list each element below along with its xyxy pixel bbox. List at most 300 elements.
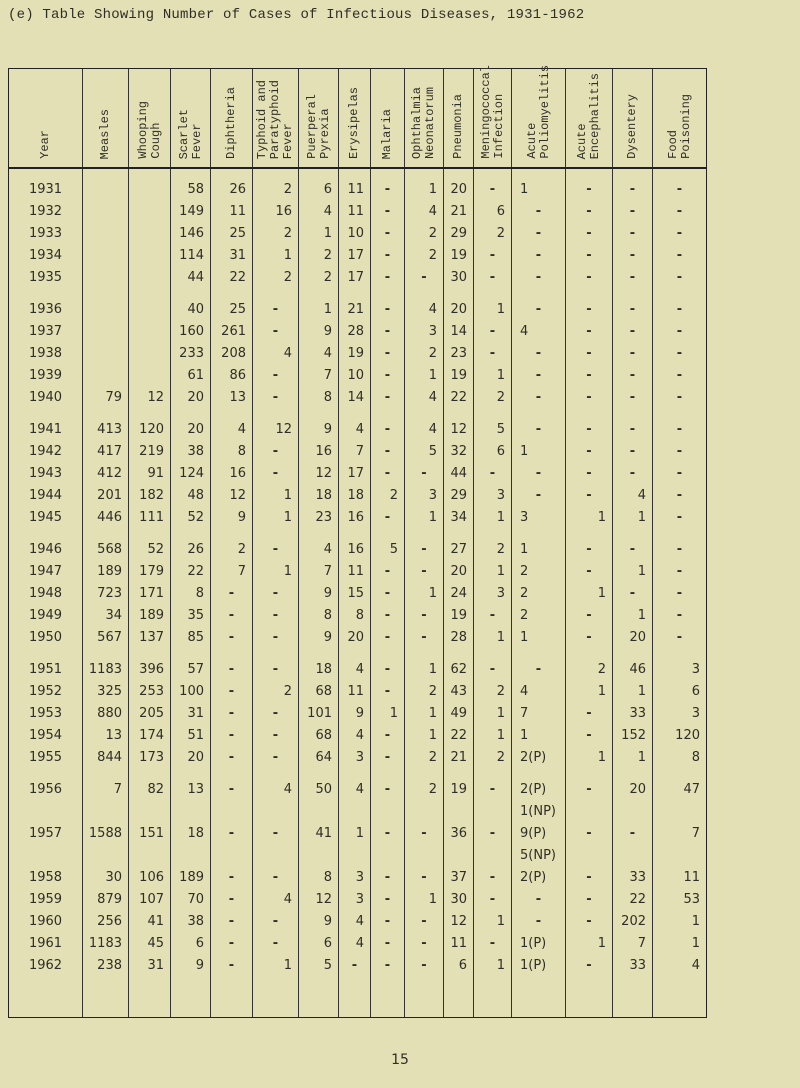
table-cell: 2 xyxy=(405,681,444,703)
table-cell: 16 xyxy=(299,441,339,463)
table-cell: 22 xyxy=(444,387,474,409)
table-cell: - xyxy=(566,441,613,463)
table-cell: 9 xyxy=(171,955,211,977)
column-header xyxy=(9,69,83,167)
table-cell: - xyxy=(676,204,683,219)
column-header-label: Puerperal Pyrexia xyxy=(304,94,332,159)
table-cell: - xyxy=(566,485,613,507)
table-cell: 23 xyxy=(444,343,474,365)
table-cell: 8 xyxy=(299,605,339,627)
table-cell: - xyxy=(211,681,253,703)
table-cell: 38 xyxy=(171,911,211,933)
year-cell: 1936 xyxy=(9,299,83,321)
table-cell: - xyxy=(371,725,405,747)
table-cell: - xyxy=(371,299,405,321)
table-cell: 68 xyxy=(299,681,339,703)
table-cell: 1 xyxy=(512,179,566,201)
table-cell: 4 xyxy=(299,343,339,365)
table-row xyxy=(9,703,706,725)
year-cell: 1962 xyxy=(9,955,83,977)
table-cell: 1 xyxy=(613,561,653,583)
table-cell: - xyxy=(371,823,405,867)
table-cell: 2 xyxy=(512,561,566,583)
table-cell xyxy=(129,343,171,365)
table-cell: 44 xyxy=(444,463,474,485)
table-cell: 20 xyxy=(444,179,474,201)
table-row xyxy=(9,179,706,201)
table-cell: - xyxy=(211,605,253,627)
table-cell: 37 xyxy=(444,867,474,889)
table-cell: - xyxy=(371,889,405,911)
column-header-label: Dysentery xyxy=(625,94,639,159)
table-cell: 2 xyxy=(211,539,253,561)
table-cell: 1 xyxy=(474,703,512,725)
table-cell: 2 xyxy=(474,681,512,703)
year-cell: 1943 xyxy=(9,463,83,485)
table-cell: - xyxy=(253,387,299,409)
table-body xyxy=(9,169,706,1017)
table-cell: 33 xyxy=(613,703,653,725)
table-cell: 16 xyxy=(339,539,371,561)
table-cell: 844 xyxy=(83,747,129,769)
table-cell: - xyxy=(613,321,653,343)
table-cell: - xyxy=(676,510,683,525)
table-cell: - xyxy=(405,955,444,977)
table-cell: 1 xyxy=(613,747,653,769)
table-cell xyxy=(129,223,171,245)
table-row xyxy=(9,343,706,365)
table-cell: 28 xyxy=(339,321,371,343)
table-cell: 151 xyxy=(129,823,171,867)
table-cell: - xyxy=(566,201,613,223)
table-cell: 4 xyxy=(253,889,299,911)
table-row xyxy=(9,627,706,649)
table-cell: - xyxy=(613,179,653,201)
table-cell: - xyxy=(211,955,253,977)
table-cell: - xyxy=(405,867,444,889)
table-cell: - xyxy=(512,911,566,933)
table-cell: 18 xyxy=(171,823,211,867)
table-cell: - xyxy=(474,605,512,627)
table-cell: 219 xyxy=(129,441,171,463)
table-cell: - xyxy=(211,583,253,605)
column-header-label: Erysipelas xyxy=(347,86,361,159)
table-cell: - xyxy=(253,933,299,955)
table-cell: 20 xyxy=(444,561,474,583)
table-cell: 1 xyxy=(253,561,299,583)
table-cell: - xyxy=(566,365,613,387)
table-cell: 91 xyxy=(129,463,171,485)
table-cell: 82 xyxy=(129,779,171,823)
table-cell: - xyxy=(371,955,405,977)
table-cell: 1 xyxy=(566,933,613,955)
table-cell: - xyxy=(566,387,613,409)
table-cell: - xyxy=(566,889,613,911)
table-cell: 201 xyxy=(83,485,129,507)
table-cell: 22 xyxy=(444,725,474,747)
table-cell: - xyxy=(211,779,253,823)
column-header xyxy=(512,65,566,167)
table-cell: 182 xyxy=(129,485,171,507)
table-cell: 2 xyxy=(512,605,566,627)
table-cell: - xyxy=(676,390,683,405)
table-cell: 2 xyxy=(474,747,512,769)
table-cell: - xyxy=(405,627,444,649)
table-cell xyxy=(83,201,129,223)
table-cell: 4 xyxy=(339,911,371,933)
table-row xyxy=(9,299,706,321)
table-cell: - xyxy=(371,223,405,245)
table-cell: 1 xyxy=(691,914,700,929)
table-cell: 202 xyxy=(613,911,653,933)
column-header xyxy=(371,69,405,167)
table-cell: 1 xyxy=(299,223,339,245)
table-cell: - xyxy=(474,267,512,289)
table-cell: 4 xyxy=(339,779,371,823)
table-cell: - xyxy=(676,270,683,285)
table-cell: - xyxy=(676,346,683,361)
table-cell: - xyxy=(676,488,683,503)
column-header-label: Malaria xyxy=(380,108,394,159)
table-cell: 70 xyxy=(171,889,211,911)
table-cell: 52 xyxy=(171,507,211,529)
table-cell: 3 xyxy=(691,706,700,721)
table-cell: - xyxy=(676,466,683,481)
table-cell: 2(P) xyxy=(512,867,566,889)
table-cell: 137 xyxy=(129,627,171,649)
table-cell: 53 xyxy=(683,892,700,907)
table-cell: 17 xyxy=(339,463,371,485)
table-cell: 16 xyxy=(339,507,371,529)
table-cell: 879 xyxy=(83,889,129,911)
table-cell: 10 xyxy=(339,223,371,245)
year-cell: 1956 xyxy=(9,779,83,823)
table-cell: 12 xyxy=(444,419,474,441)
table-cell: 86 xyxy=(211,365,253,387)
table-cell: 25 xyxy=(211,299,253,321)
table-cell: - xyxy=(566,267,613,289)
year-cell: 1947 xyxy=(9,561,83,583)
table-cell: - xyxy=(676,422,683,437)
table-cell xyxy=(83,321,129,343)
year-cell: 1960 xyxy=(9,911,83,933)
table-cell: 19 xyxy=(444,605,474,627)
table-row xyxy=(9,223,706,245)
table-cell: 179 xyxy=(129,561,171,583)
table-cell: 253 xyxy=(129,681,171,703)
table-cell: 107 xyxy=(129,889,171,911)
table-cell: - xyxy=(253,627,299,649)
table-cell: 41 xyxy=(299,823,339,867)
column-header-label: Acute Encephalitis xyxy=(575,72,602,159)
table-cell: 2 xyxy=(405,245,444,267)
table-cell: 61 xyxy=(171,365,211,387)
table-cell: 4 xyxy=(339,419,371,441)
table-cell: 1(P) xyxy=(512,955,566,977)
column-header xyxy=(339,69,371,167)
table-cell: - xyxy=(566,703,613,725)
year-cell: 1937 xyxy=(9,321,83,343)
table-cell: - xyxy=(371,867,405,889)
table-cell: 8 xyxy=(211,441,253,463)
table-cell: - xyxy=(566,539,613,561)
table-cell: 1 xyxy=(405,583,444,605)
table-cell: 40 xyxy=(171,299,211,321)
table-cell: 58 xyxy=(171,179,211,201)
table-cell: - xyxy=(253,867,299,889)
table-cell: 36 xyxy=(444,823,474,867)
table-cell: 1 xyxy=(512,627,566,649)
table-cell: - xyxy=(371,911,405,933)
table-cell: 8 xyxy=(171,583,211,605)
table-cell: - xyxy=(676,542,683,557)
table-cell: 3 xyxy=(339,867,371,889)
table-cell: 1 xyxy=(566,747,613,769)
column-header xyxy=(613,69,653,167)
table-cell: - xyxy=(253,605,299,627)
table-cell: 9 xyxy=(299,627,339,649)
table-cell: 32 xyxy=(444,441,474,463)
table-cell: 7 xyxy=(512,703,566,725)
table-cell: 106 xyxy=(129,867,171,889)
table-row xyxy=(9,485,706,507)
table-cell: 2 xyxy=(253,179,299,201)
table-cell: - xyxy=(676,226,683,241)
table-cell: - xyxy=(613,463,653,485)
table-cell: 3 xyxy=(474,485,512,507)
column-header xyxy=(171,69,211,167)
table-cell: 2 xyxy=(253,267,299,289)
table-row xyxy=(9,463,706,485)
table-cell: - xyxy=(613,419,653,441)
year-cell: 1949 xyxy=(9,605,83,627)
table-cell: - xyxy=(253,747,299,769)
table-cell: 880 xyxy=(83,703,129,725)
table-cell: 20 xyxy=(613,779,653,823)
table-cell: 149 xyxy=(171,201,211,223)
table-cell: 31 xyxy=(171,703,211,725)
table-cell: - xyxy=(474,823,512,867)
table-cell: - xyxy=(613,387,653,409)
table-cell: 7 xyxy=(299,561,339,583)
table-cell: - xyxy=(253,463,299,485)
table-cell: - xyxy=(566,867,613,889)
year-cell: 1934 xyxy=(9,245,83,267)
table-cell: 30 xyxy=(444,889,474,911)
table-cell: - xyxy=(211,659,253,681)
table-cell: - xyxy=(371,201,405,223)
table-cell: - xyxy=(211,703,253,725)
table-cell: - xyxy=(405,823,444,867)
table-cell: 160 xyxy=(171,321,211,343)
table-cell: - xyxy=(211,823,253,867)
table-cell: 12 xyxy=(253,419,299,441)
table-cell: 1 xyxy=(474,561,512,583)
table-cell: 10 xyxy=(339,365,371,387)
table-cell: 4 xyxy=(613,485,653,507)
table-cell: 1 xyxy=(339,823,371,867)
table-cell: - xyxy=(512,245,566,267)
table-cell: 9(P) 5(NP) xyxy=(512,823,566,867)
table-cell: - xyxy=(613,201,653,223)
table-cell: 51 xyxy=(171,725,211,747)
year-cell: 1945 xyxy=(9,507,83,529)
table-cell: 23 xyxy=(299,507,339,529)
table-cell: 68 xyxy=(299,725,339,747)
table-cell: 45 xyxy=(129,933,171,955)
column-header-label: Pneumonia xyxy=(451,94,465,159)
table-cell: 1 xyxy=(474,911,512,933)
table-row xyxy=(9,561,706,583)
table-cell: - xyxy=(676,608,683,623)
table-cell: 1 xyxy=(474,627,512,649)
table-cell: - xyxy=(566,343,613,365)
column-header-label: Acute Poliomyelitis xyxy=(524,65,552,159)
table-cell: - xyxy=(371,387,405,409)
table-cell: 18 xyxy=(339,485,371,507)
table-cell: 2 xyxy=(299,245,339,267)
table-cell: - xyxy=(371,179,405,201)
table-cell: 20 xyxy=(171,747,211,769)
table-row xyxy=(9,955,706,977)
year-cell: 1941 xyxy=(9,419,83,441)
table-cell: 2 xyxy=(512,583,566,605)
year-cell: 1953 xyxy=(9,703,83,725)
table-cell: 189 xyxy=(171,867,211,889)
table-cell: 1 xyxy=(613,605,653,627)
table-cell: - xyxy=(211,725,253,747)
table-cell: 5 xyxy=(474,419,512,441)
table-cell: 5 xyxy=(405,441,444,463)
table-cell: 64 xyxy=(299,747,339,769)
table-cell: - xyxy=(512,387,566,409)
page-number: 15 xyxy=(391,1052,409,1068)
table-cell: 21 xyxy=(444,201,474,223)
table-cell: 2 xyxy=(253,223,299,245)
table-cell: - xyxy=(253,539,299,561)
table-cell: - xyxy=(253,659,299,681)
table-cell: 1 xyxy=(474,955,512,977)
table-cell: - xyxy=(405,933,444,955)
table-cell: 3 xyxy=(339,889,371,911)
table-cell: - xyxy=(371,779,405,823)
table-cell: 1 xyxy=(512,725,566,747)
table-cell xyxy=(83,343,129,365)
table-cell: - xyxy=(371,933,405,955)
table-cell xyxy=(83,299,129,321)
table-cell: 6 xyxy=(171,933,211,955)
table-cell: - xyxy=(613,267,653,289)
table-cell: 18 xyxy=(299,485,339,507)
table-cell: 9 xyxy=(299,321,339,343)
column-header xyxy=(444,69,474,167)
table-cell: - xyxy=(474,867,512,889)
table-cell: - xyxy=(566,605,613,627)
table-row xyxy=(9,245,706,267)
table-cell: 3 xyxy=(405,485,444,507)
table-cell: 13 xyxy=(83,725,129,747)
table-cell: - xyxy=(613,583,653,605)
table-cell: 233 xyxy=(171,343,211,365)
table-cell: - xyxy=(566,223,613,245)
table-cell: - xyxy=(211,747,253,769)
year-cell: 1935 xyxy=(9,267,83,289)
table-row xyxy=(9,583,706,605)
table-cell: - xyxy=(371,507,405,529)
table-cell: 3 xyxy=(691,662,700,677)
table-cell: 1 xyxy=(299,299,339,321)
table-cell: - xyxy=(474,463,512,485)
table-cell xyxy=(129,321,171,343)
table-cell: 114 xyxy=(171,245,211,267)
table-cell: 3 xyxy=(474,583,512,605)
table-row xyxy=(9,867,706,889)
table-cell: 6 xyxy=(474,201,512,223)
table-cell xyxy=(129,299,171,321)
table-cell: 9 xyxy=(211,507,253,529)
table-cell: - xyxy=(253,703,299,725)
table-cell: 29 xyxy=(444,223,474,245)
table-cell: 2 xyxy=(405,343,444,365)
table-cell: 29 xyxy=(444,485,474,507)
table-cell: - xyxy=(613,299,653,321)
year-cell: 1938 xyxy=(9,343,83,365)
column-header-label: Diphtheria xyxy=(224,86,238,159)
table-cell: - xyxy=(566,627,613,649)
table-cell: - xyxy=(405,561,444,583)
column-header-label: Food Poisoning xyxy=(665,94,693,159)
table-cell: 1183 xyxy=(83,659,129,681)
table-cell: 24 xyxy=(444,583,474,605)
table-cell: 25 xyxy=(211,223,253,245)
table-cell: 9 xyxy=(299,419,339,441)
table-row xyxy=(9,747,706,769)
table-cell: 48 xyxy=(171,485,211,507)
table-cell: - xyxy=(211,933,253,955)
table-cell: 20 xyxy=(613,627,653,649)
table-cell: 171 xyxy=(129,583,171,605)
table-cell: - xyxy=(566,911,613,933)
column-header xyxy=(129,69,171,167)
year-cell: 1940 xyxy=(9,387,83,409)
table-cell: 6 xyxy=(299,179,339,201)
table-cell: 11 xyxy=(339,201,371,223)
table-cell: 13 xyxy=(171,779,211,823)
table-cell: 35 xyxy=(171,605,211,627)
table-cell: - xyxy=(371,747,405,769)
column-header-label: Typhoid and Paratyphoid Fever xyxy=(255,79,295,159)
table-cell: 12 xyxy=(129,387,171,409)
table-cell: 43 xyxy=(444,681,474,703)
table-cell: - xyxy=(371,681,405,703)
table-cell: - xyxy=(512,889,566,911)
table-cell: - xyxy=(371,245,405,267)
table-cell: 13 xyxy=(211,387,253,409)
table-cell: 3 xyxy=(339,747,371,769)
table-cell: 7 xyxy=(211,561,253,583)
table-cell: 20 xyxy=(339,627,371,649)
table-cell: 417 xyxy=(83,441,129,463)
table-row xyxy=(9,441,706,463)
table-cell: 4 xyxy=(299,201,339,223)
table-cell: - xyxy=(512,419,566,441)
table-row xyxy=(9,387,706,409)
table-cell: 3 xyxy=(405,321,444,343)
year-cell: 1939 xyxy=(9,365,83,387)
table-cell: - xyxy=(211,911,253,933)
table-cell: 412 xyxy=(83,463,129,485)
column-header xyxy=(83,69,129,167)
